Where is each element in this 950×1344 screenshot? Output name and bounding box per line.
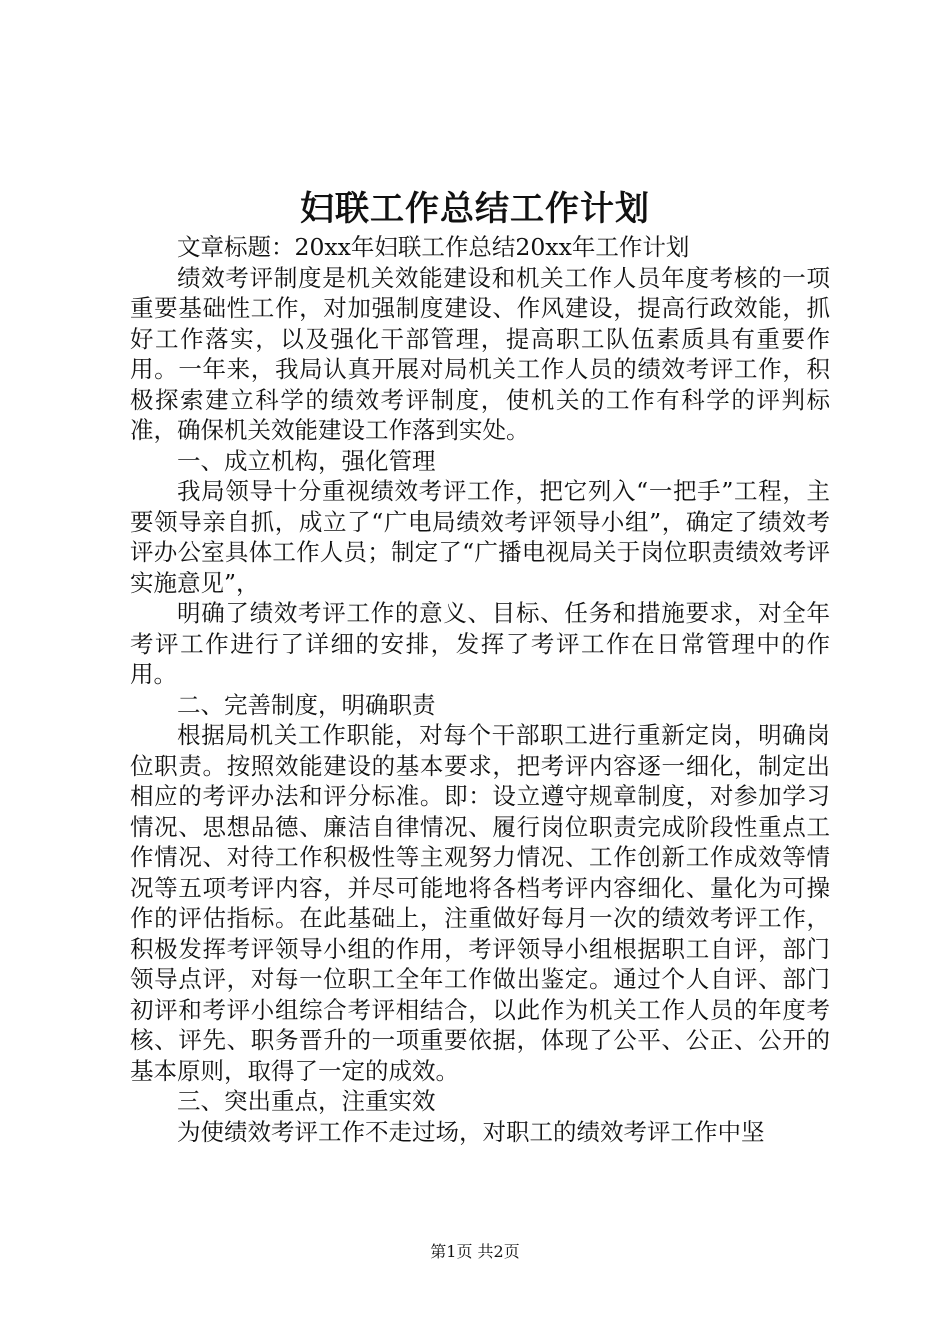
document-body bbox=[130, 232, 830, 1147]
section-heading-2: 二、完善制度，明确职责 bbox=[177, 690, 436, 719]
section-heading-1: 一、成立机构，强化管理 bbox=[177, 446, 436, 475]
section-3-paragraph: 为使绩效考评工作不走过场，对职工的绩效考评工作中坚 bbox=[177, 1117, 765, 1146]
intro-paragraph: 绩效考评制度是机关效能建设和机关工作人员年度考核的一项重要基础性工作，对加强制度建设、作风建设，提高行政效能，抓好工作落实，以及强化干部管理，提高职工队伍素质具有重要作用。一年来，我局认真开展对局机关工作人员的绩效考评工作，积极探索建立科学的绩效考评制度，使机关的工作有科学的评判标准，确保机关效能建设工作落到实处。 bbox=[130, 263, 830, 444]
article-title-line: 文章标题：20xx年妇联工作总结20xx年工作计划 bbox=[177, 233, 690, 261]
section-heading-3: 三、突出重点，注重实效 bbox=[177, 1087, 436, 1115]
document-title: 妇联工作总结工作计划 bbox=[300, 189, 650, 229]
section-2-paragraph: 根据局机关工作职能，对每个干部职工进行重新定岗，明确岗位职责。按照效能建设的基本要求，把考评内容逐一细化，制定出相应的考评办法和评分标准。即：设立遵守规章制度，对参加学习情况、思想品德、廉洁自律情况、履行岗位职责完成阶段性重点工作情况、对待工作积极性等主观努力情况、工作创新工作成效等情况等五项考评内容，并尽可能地将各档考评内容细化、量化为可操作的评估指标。在此基础上，注重做好每月一次的绩效考评工作，积极发挥考评领导小组的作用，考评领导小组根据职工自评，部门领导点评，对每一位职工全年工作做出鉴定。通过个人自评、部门初评和考评小组综合考评相结合，以此作为机关工作人员的年度考核、评先、职务晋升的一项重要依据，体现了公平、公正、公开的基本原则，取得了一定的成效。 bbox=[130, 721, 830, 1085]
section-1-paragraph-2: 明确了绩效考评工作的意义、目标、任务和措施要求，对全年考评工作进行了详细的安排，发挥了考评工作在日常管理中的作用。 bbox=[130, 599, 830, 688]
section-1-paragraph-1: 我局领导十分重视绩效考评工作，把它列入“一把手”工程，主要领导亲自抓，成立了“广电局绩效考评领导小组”，确定了绩效考评办公室具体工作人员；制定了“广播电视局关于岗位职责绩效考评实施意见”， bbox=[130, 477, 830, 597]
page-number-footer: 第1页 共2页 bbox=[430, 1242, 520, 1261]
